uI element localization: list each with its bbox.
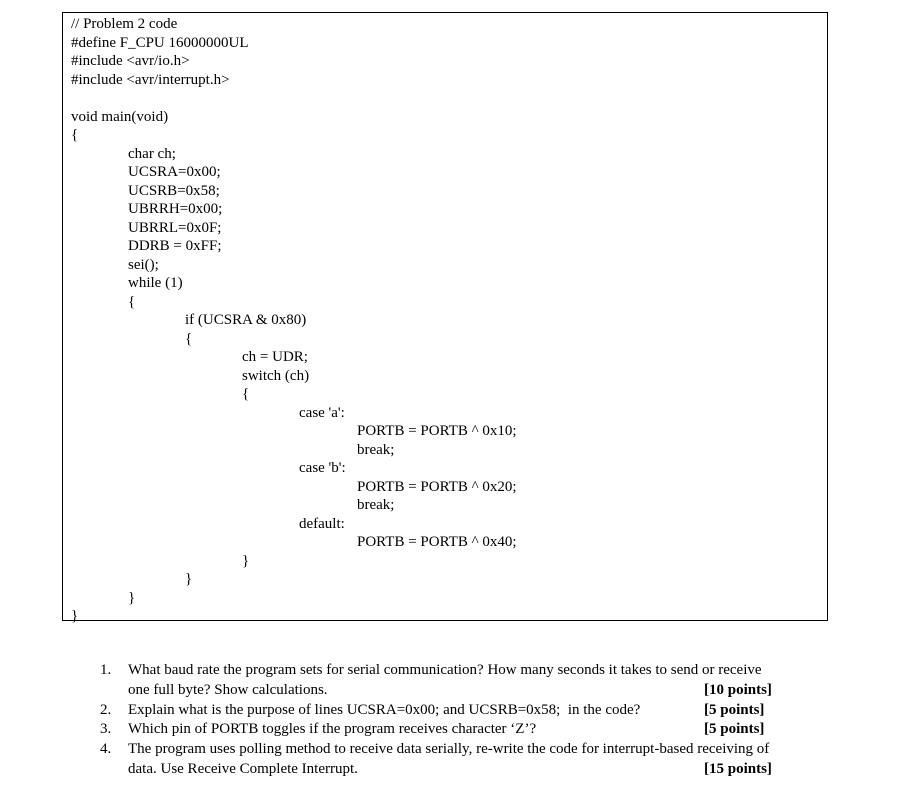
- code-line: #include <avr/io.h>: [71, 53, 190, 69]
- code-line: default:: [299, 516, 345, 532]
- code-line: UCSRA=0x00;: [128, 164, 221, 180]
- code-line: PORTB = PORTB ^ 0x10;: [357, 423, 517, 439]
- code-line: char ch;: [128, 146, 176, 162]
- question-points: [10 points]: [704, 682, 772, 698]
- question-text: Explain what is the purpose of lines UCSRA=0x00; and UCSRB=0x58; in the code?: [128, 702, 641, 718]
- code-line: {: [242, 386, 250, 402]
- code-line: break;: [357, 442, 395, 458]
- code-line: {: [71, 127, 79, 143]
- code-line: case 'b':: [299, 460, 346, 476]
- code-line: UBRRL=0x0F;: [128, 220, 222, 236]
- question-number: 1.: [100, 662, 112, 678]
- code-line: }: [128, 590, 136, 606]
- code-line: while (1): [128, 275, 183, 291]
- question-points: [5 points]: [704, 702, 765, 718]
- code-line: DDRB = 0xFF;: [128, 238, 222, 254]
- code-line: // Problem 2 code: [71, 16, 178, 32]
- code-line: PORTB = PORTB ^ 0x20;: [357, 479, 517, 495]
- question-text: The program uses polling method to receive data serially, re-write the code for interrupt-based receiving of: [128, 741, 770, 757]
- question-points: [5 points]: [704, 721, 765, 737]
- code-line: void main(void): [71, 109, 169, 125]
- question-text: What baud rate the program sets for serial communication? How many seconds it takes to send or receive: [128, 662, 762, 678]
- code-line: UCSRB=0x58;: [128, 183, 220, 199]
- question-text: one full byte? Show calculations.: [128, 682, 328, 698]
- code-line: break;: [357, 497, 395, 513]
- question-number: 2.: [100, 702, 112, 718]
- code-line: {: [128, 294, 136, 310]
- question-number: 4.: [100, 741, 112, 757]
- code-line: if (UCSRA & 0x80): [185, 312, 307, 328]
- question-number: 3.: [100, 721, 112, 737]
- code-line: switch (ch): [242, 368, 310, 384]
- code-line: PORTB = PORTB ^ 0x40;: [357, 534, 517, 550]
- code-line: ch = UDR;: [242, 349, 308, 365]
- question-text: data. Use Receive Complete Interrupt.: [128, 761, 358, 777]
- code-line: }: [71, 608, 79, 624]
- code-line: sei();: [128, 257, 159, 273]
- question-text: Which pin of PORTB toggles if the program receives character ‘Z’?: [128, 721, 537, 737]
- question-points: [15 points]: [704, 761, 772, 777]
- code-line: #define F_CPU 16000000UL: [71, 35, 249, 51]
- code-line: }: [185, 571, 193, 587]
- code-line: {: [185, 331, 193, 347]
- code-line: UBRRH=0x00;: [128, 201, 223, 217]
- code-line: case 'a':: [299, 405, 345, 421]
- code-line: }: [242, 553, 250, 569]
- code-line: #include <avr/interrupt.h>: [71, 72, 230, 88]
